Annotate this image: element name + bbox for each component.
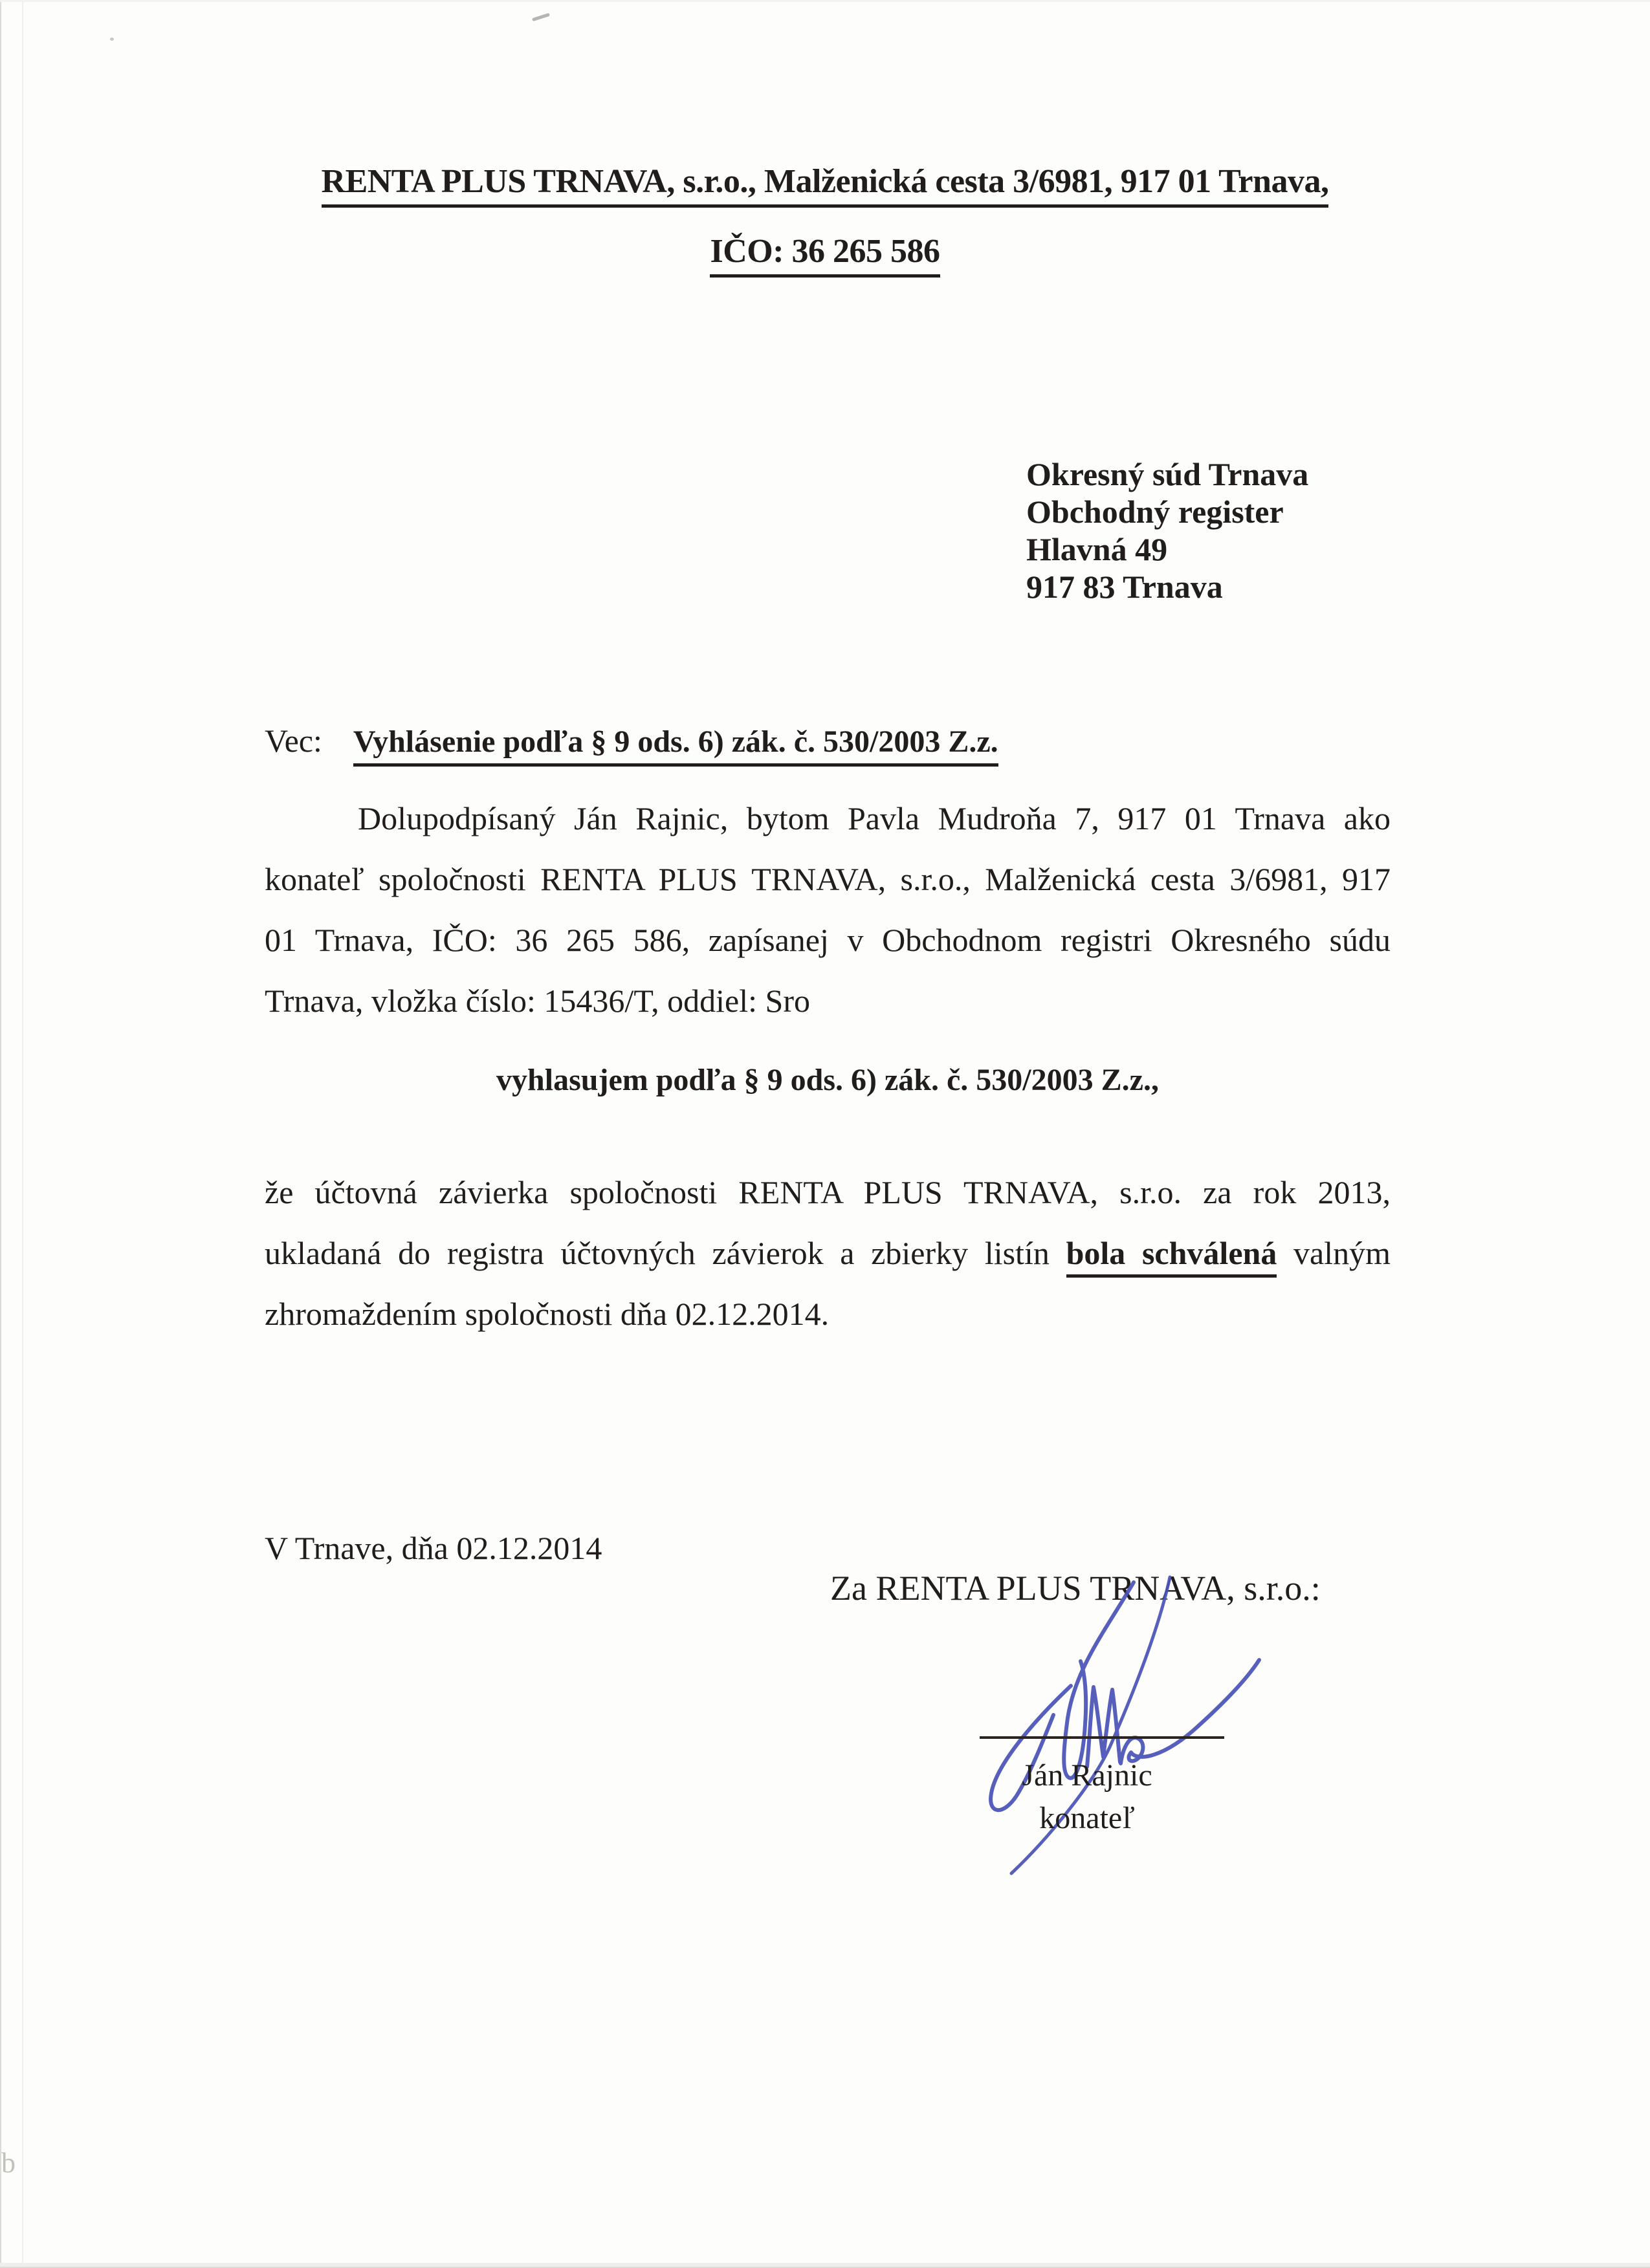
signer-block	[925, 1754, 1249, 1840]
subject-label: Vec:	[265, 723, 322, 759]
scan-seam-left	[22, 0, 23, 2268]
letterhead-line2	[0, 232, 1650, 272]
recipient-line-street: Hlavná 49	[1026, 531, 1168, 567]
paragraph1-line4: Trnava, vložka číslo: 15436/T, oddiel: Sro	[265, 983, 810, 1019]
recipient-line-court: Okresný súd Trnava	[1026, 456, 1309, 492]
approved-emphasis: bola schválená	[1066, 1235, 1277, 1278]
recipient-line-register: Obchodný register	[1026, 494, 1284, 530]
paragraph2-line2	[265, 1223, 1391, 1283]
scan-speck	[110, 38, 114, 41]
body-paragraph-2	[265, 1162, 1391, 1344]
signature-line	[980, 1736, 1224, 1739]
signer-name: Ján Rajnic	[1022, 1758, 1152, 1793]
recipient-line-city: 917 83 Trnava	[1026, 569, 1223, 605]
company-name-address: RENTA PLUS TRNAVA, s.r.o., Malženická cesta 3/6981, 917 01 Trnava,	[322, 163, 1329, 208]
subject-row	[265, 722, 998, 767]
pencil-corner-mark: b	[1, 2147, 16, 2179]
declaration-line: vyhlasujem podľa § 9 ods. 6) zák. č. 530/2003 Z.z.,	[496, 1063, 1159, 1097]
letterhead-line1	[0, 162, 1650, 202]
paragraph2-line1: že účtovná závierka spoločnosti RENTA PLUS TRNAVA, s.r.o. za rok 2013,	[265, 1174, 1391, 1210]
scan-edge-left	[0, 0, 1, 2268]
paragraph1-line2: konateľ spoločnosti RENTA PLUS TRNAVA, s.r.o., Malženická cesta 3/6981, 917	[265, 861, 1391, 897]
paragraph1-line3: 01 Trnava, IČO: 36 265 586, zapísanej v Obchodnom registri Okresného súdu	[265, 922, 1391, 958]
on-behalf-line: Za RENTA PLUS TRNAVA, s.r.o.:	[830, 1569, 1321, 1608]
scan-edge-top	[0, 0, 1650, 2]
place-date-line: V Trnave, dňa 02.12.2014	[265, 1530, 602, 1566]
signer-role: konateľ	[1039, 1801, 1135, 1835]
recipient-address	[1026, 455, 1308, 605]
letterhead	[0, 162, 1650, 272]
body-paragraph-1	[265, 788, 1391, 1031]
company-ico: IČO: 36 265 586	[710, 233, 940, 278]
paragraph2-line3: zhromaždením spoločnosti dňa 02.12.2014.	[265, 1296, 830, 1332]
signature-stroke-tail	[1121, 1660, 1259, 1763]
paragraph1-line1: Dolupodpísaný Ján Rajnic, bytom Pavla Mudroňa 7, 917 01 Trnava ako	[358, 800, 1391, 836]
paragraph2-line2-after: valným	[1293, 1235, 1391, 1271]
paragraph2-line2-before: ukladaná do registra účtovných závierok a zbierky listín	[265, 1235, 1050, 1271]
subject-title: Vyhlásenie podľa § 9 ods. 6) zák. č. 530/2003 Z.z.	[353, 724, 998, 767]
pencil-dash-mark	[532, 13, 550, 21]
